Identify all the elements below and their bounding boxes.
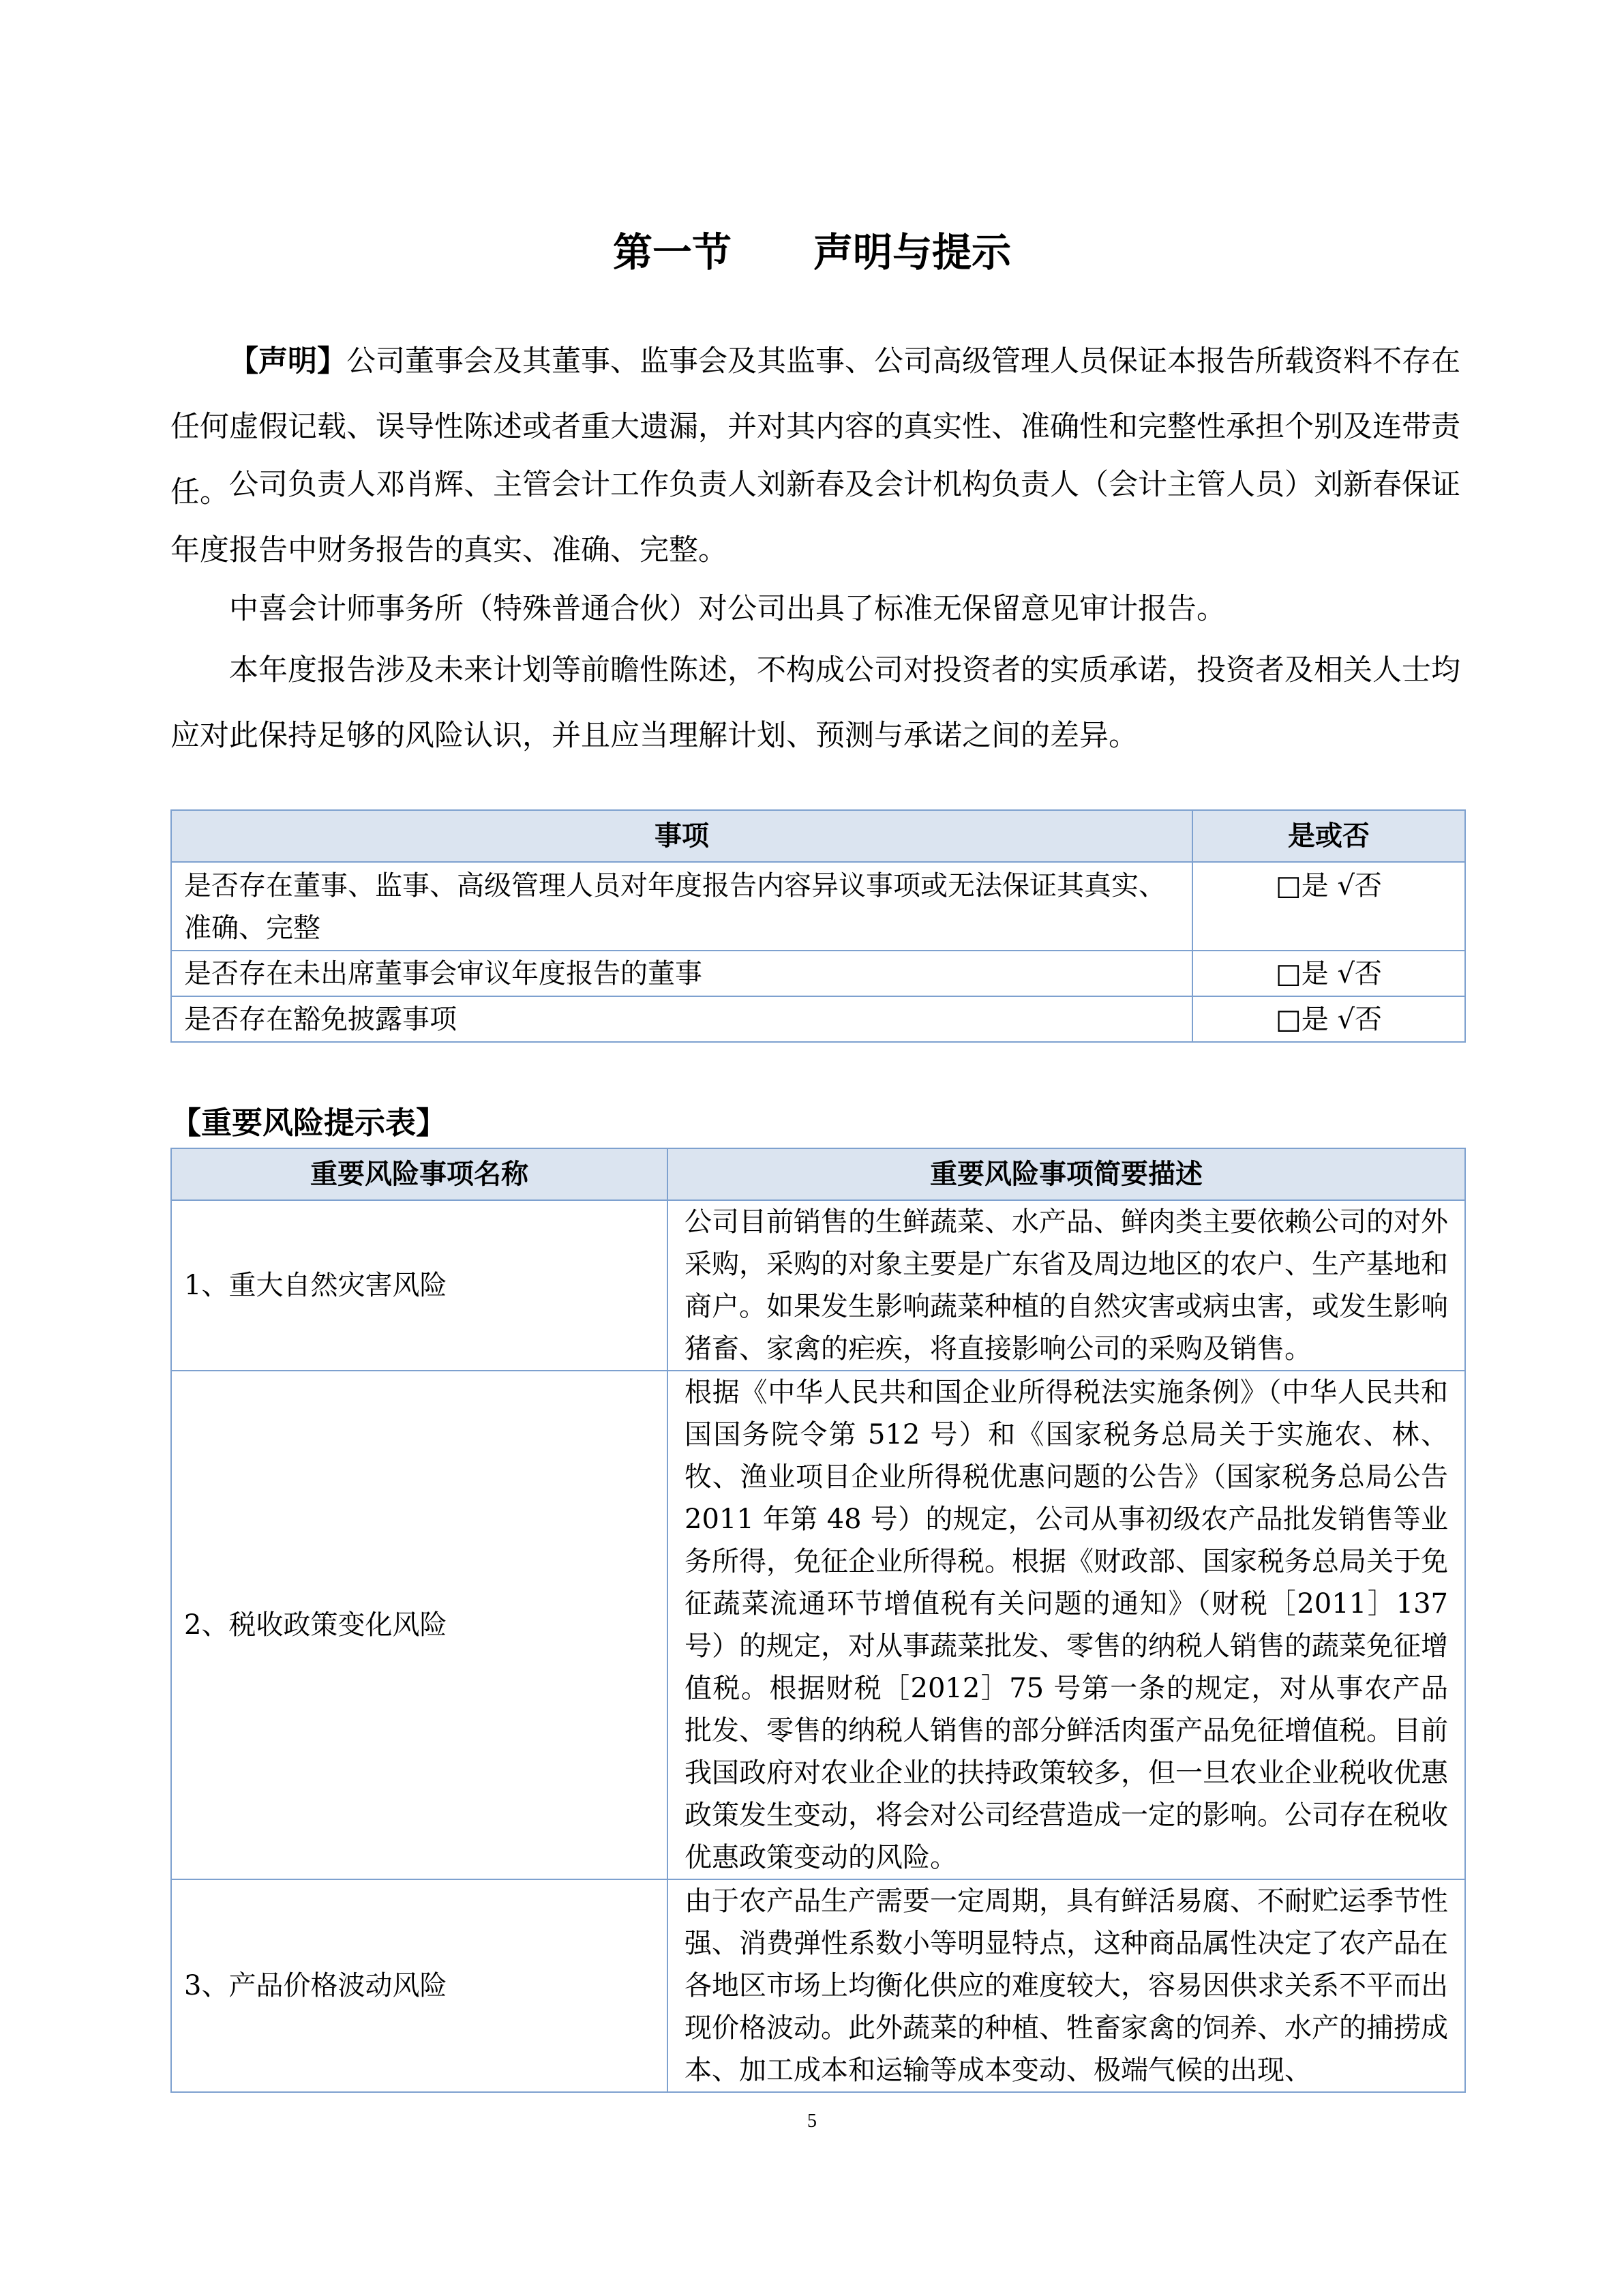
risk-table-heading: 【重要风险提示表】 xyxy=(170,1105,447,1141)
table-row xyxy=(171,862,1465,951)
matter-item: 是否存在未出席董事会审议年度报告的董事 xyxy=(171,951,1192,996)
declaration-label: 【声明】 xyxy=(229,344,346,378)
risk-name: 1、重大自然灾害风险 xyxy=(171,1200,667,1371)
table-row xyxy=(171,1371,1465,1879)
matter-item: 是否存在董事、监事、高级管理人员对年度报告内容异议事项或无法保证其真实、准确、完整 xyxy=(171,862,1192,951)
risk-description: 公司目前销售的生鲜蔬菜、水产品、鲜肉类主要依赖公司的对外采购，采购的对象主要是广东省及周边地区的农户、生产基地和商户。如果发生影响蔬菜种植的自然灾害或病虫害，或发生影响猪畜、家禽的疟疾，将直接影响公司的采购及销售。 xyxy=(667,1200,1465,1371)
page-number: 5 xyxy=(807,2111,817,2132)
risk-header-description: 重要风险事项简要描述 xyxy=(667,1148,1465,1200)
matter-item: 是否存在豁免披露事项 xyxy=(171,996,1192,1042)
table-row xyxy=(171,1200,1465,1371)
risk-name: 2、税收政策变化风险 xyxy=(171,1371,667,1879)
risk-table xyxy=(170,1148,1466,2093)
section-name: 声明与提示 xyxy=(813,229,1012,275)
responsible-persons-paragraph: 公司负责人邓肖辉、主管会计工作负责人刘新春及会计机构负责人（会计主管人员）刘新春保证年度报告中财务报告的真实、准确、完整。 xyxy=(170,468,1460,567)
forward-looking-paragraph: 本年度报告涉及未来计划等前瞻性陈述，不构成公司对投资者的实质承诺，投资者及相关人士均应对此保持足够的风险认识，并且应当理解计划、预测与承诺之间的差异。 xyxy=(170,653,1460,753)
matters-table xyxy=(170,809,1466,1043)
matters-table-header xyxy=(171,810,1465,862)
risk-description: 根据《中华人民共和国企业所得税法实施条例》（中华人民共和国国务院令第 512 号）和《国家税务总局关于实施农、林、牧、渔业项目企业所得税优惠问题的公告》（国家税务总局公告 2011 年第 48 号）的规定，公司从事初级农产品批发销售等业务所得，免征企业所得税。根据《财政部、国家税务总局关于免征蔬菜流通环节增值税有关问题的通知》（财税［2011］137 号）的规定，对从事蔬菜批发、零售的纳税人销售的蔬菜免征增值税。根据财税［2012］75 号第一条的规定，对从事农产品批发、零售的纳税人销售的部分鲜活肉蛋产品免征增值税。目前我国政府对农业企业的扶持政策较多，但一旦农业企业税收优惠政策发生变动，将会对公司经营造成一定的影响。公司存在税收优惠政策变动的风险。 xyxy=(667,1371,1465,1879)
risk-table-header xyxy=(171,1148,1465,1200)
risk-header-name: 重要风险事项名称 xyxy=(171,1148,667,1200)
risk-description: 由于农产品生产需要一定周期，具有鲜活易腐、不耐贮运季节性强、消费弹性系数小等明显特点，这种商品属性决定了农产品在各地区市场上均衡化供应的难度较大，容易因供求关系不平而出现价格波动。此外蔬菜的种植、牲畜家禽的饲养、水产的捕捞成本、加工成本和运输等成本变动、极端气候的出现、 xyxy=(667,1879,1465,2092)
risk-name: 3、产品价格波动风险 xyxy=(171,1879,667,2092)
audit-opinion-paragraph: 中喜会计师事务所（特殊普通合伙）对公司出具了标准无保留意见审计报告。 xyxy=(229,592,1226,626)
matters-header-answer: 是或否 xyxy=(1192,810,1465,862)
declaration-text: 公司董事会及其董事、监事会及其监事、公司高级管理人员保证本报告所载资料不存在任何虚假记载、误导性陈述或者重大遗漏，并对其内容的真实性、准确性和完整性承担个别及连带责任。 xyxy=(170,344,1460,509)
section-number: 第一节 xyxy=(612,229,732,275)
matters-header-item: 事项 xyxy=(171,810,1192,862)
matter-answer: □是 √否 xyxy=(1192,862,1465,951)
matter-answer: □是 √否 xyxy=(1192,951,1465,996)
table-row xyxy=(171,1879,1465,2092)
matter-answer: □是 √否 xyxy=(1192,996,1465,1042)
section-title xyxy=(0,225,1624,280)
table-row xyxy=(171,996,1465,1042)
table-row xyxy=(171,951,1465,996)
